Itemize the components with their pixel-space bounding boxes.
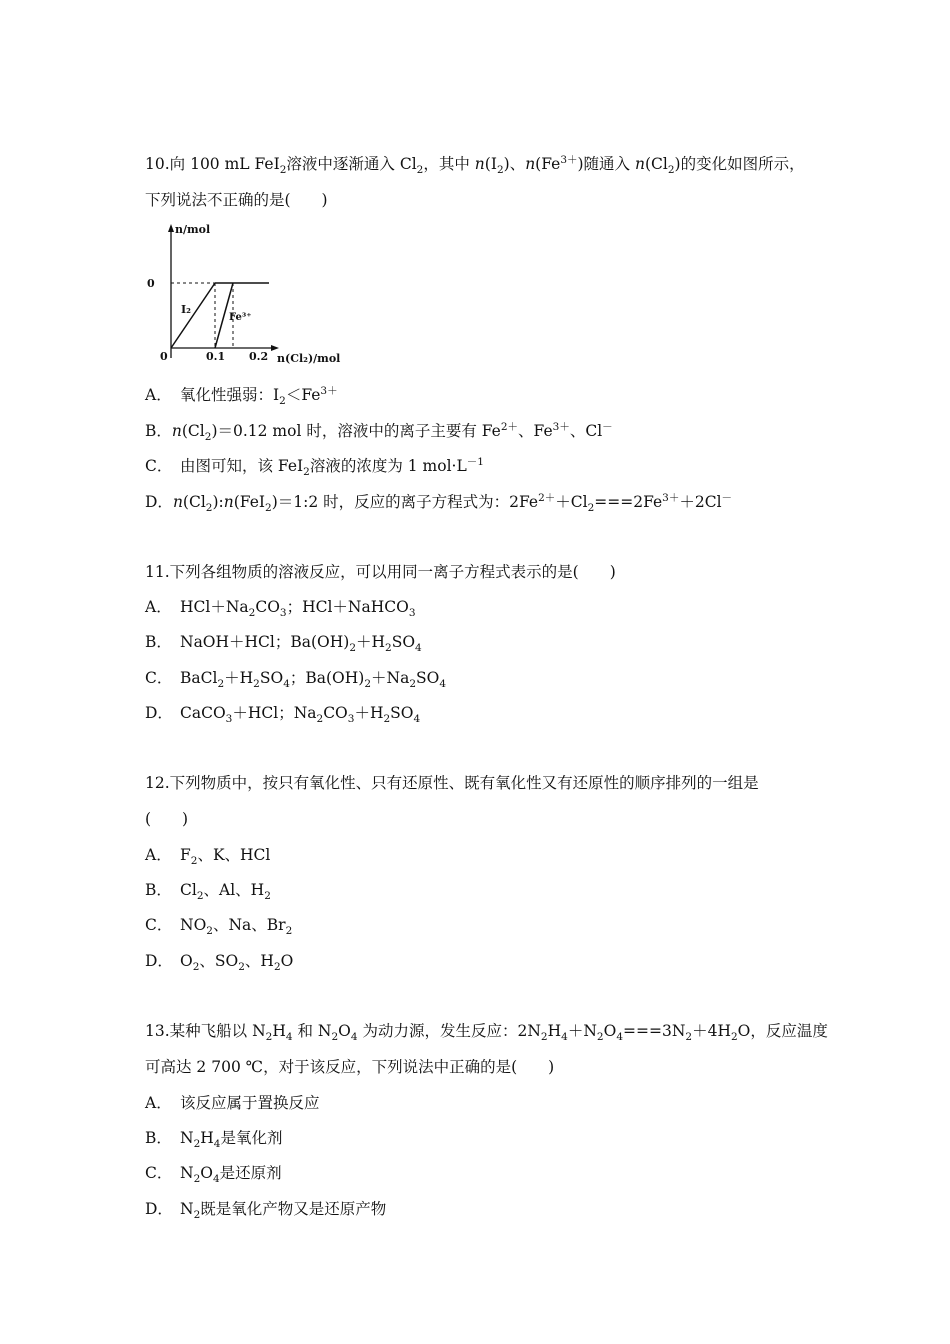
q11-option-d: D． CaCO$_3$＋HCl；$Na_2CO_3+H_2SO_4$: [145, 704, 421, 725]
q10-stem-line2: 下列说法不正确的是( ): [145, 191, 328, 209]
fe3-label: Fe³⁺: [229, 312, 252, 323]
origin-label: 0: [160, 350, 168, 363]
x-tick-label: 0.2: [249, 350, 269, 363]
q11-option-c: C． $BaCl_2+H_2SO_4$；$Ba(OH)_2+Na_2SO_4$: [145, 669, 447, 690]
q13-stem-line2: 可高达 2 700 ℃，对于该反应，下列说法中正确的是( ): [145, 1058, 555, 1076]
q13-stem: 13.某种飞船以 $N_2H_4$ 和 $N_2O_4$ 为动力源，发生反应：$2N_2H_4+N_2O_4===3N_2+4H_2O$，反应温度: [145, 1022, 828, 1043]
y-axis-arrow: [168, 224, 174, 232]
y-axis-label: n/mol: [175, 223, 211, 236]
x-tick-label: 0.1: [206, 350, 226, 363]
q12-stem: 12.下列物质中，按只有氧化性、只有还原性、既有氧化性又有还原性的顺序排列的一组是: [145, 774, 759, 792]
q12-stem-line2: ( ): [145, 810, 189, 828]
q10-stem: 10.向 100 mL FeI$_2$溶液中逐渐通入 $Cl_2$，其中 $n(I_2)$、$n(Fe^{3+})$随通入 $n(Cl_2)$的变化如图所示，: [145, 154, 805, 176]
q13-option-a: A． 该反应属于置换反应: [145, 1094, 320, 1112]
q13-option-d: D． $N_2$既是氧化产物又是还原产物: [145, 1200, 387, 1221]
q10-option-c: C． 由图可知，该 FeI$_2$溶液的浓度为 1 $mol\cdot L^{-1}$: [145, 456, 484, 478]
q10-option-b: B．$n(Cl_2)=0.12$ mol 时，溶液中的离子主要有 $Fe^{2+}$、$Fe^{3+}$、Cl－: [145, 421, 613, 443]
q10-option-d: D．$n(Cl_2):n(FeI_2)=1:2$ 时，反应的离子方程式为：$2Fe^{2+}+Cl_2===2Fe^{3+}+2Cl^-$: [145, 492, 733, 514]
q12-option-b: B． $Cl_2$、Al、$H_2$: [145, 881, 271, 902]
y-tick-label: 0: [147, 277, 155, 290]
i2-label: I₂: [181, 303, 191, 316]
q10-option-a: A． 氧化性强弱：$I_2<Fe^{3+}$: [145, 385, 338, 407]
q10-figure: [145, 222, 355, 367]
q12-option-d: D． $O_2$、$SO_2$、$H_2O$: [145, 952, 294, 973]
i2-line: [171, 283, 215, 348]
q13-option-b: B． $N_2H_4$是氧化剂: [145, 1129, 283, 1150]
q11-option-a: A． $HCl+Na_2CO_3$；HCl＋NaHCO$_3$: [145, 598, 416, 619]
q12-option-c: C． $NO_2$、Na、$Br_2$: [145, 916, 293, 937]
q11-stem: 11.下列各组物质的溶液反应，可以用同一离子方程式表示的是( ): [145, 563, 616, 581]
q12-option-a: A． $F_2$、K、HCl: [145, 846, 271, 867]
q11-option-b: B． NaOH＋HCl；$Ba(OH)_2+H_2SO_4$: [145, 633, 422, 654]
x-axis-label: n(Cl₂)/mol: [277, 352, 341, 365]
x-axis-arrow: [271, 345, 279, 351]
q13-option-c: C． $N_2O_4$是还原剂: [145, 1164, 282, 1185]
